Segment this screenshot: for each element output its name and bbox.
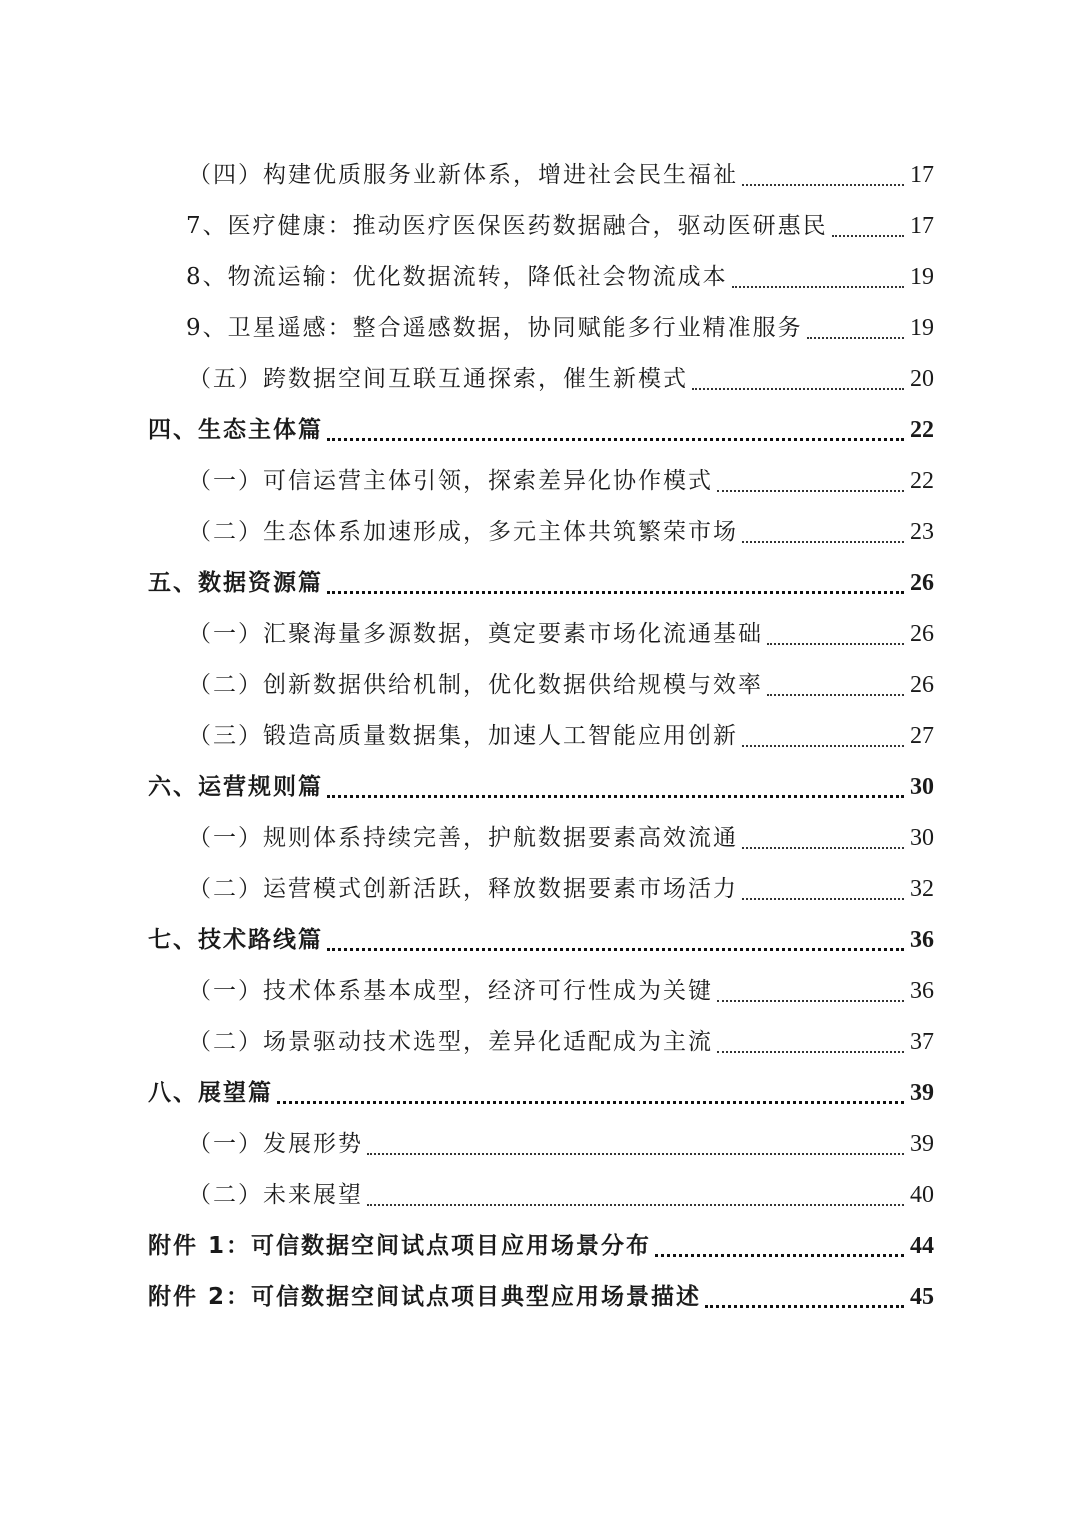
toc-page-number: 39 bbox=[910, 1131, 934, 1157]
toc-entry-label: 9、卫星遥感：整合遥感数据，协同赋能多行业精准服务 bbox=[186, 315, 803, 341]
toc-entry[interactable] bbox=[148, 252, 934, 303]
toc-entry-label: （二）场景驱动技术选型，差异化适配成为主流 bbox=[188, 1029, 713, 1055]
toc-page-number: 45 bbox=[910, 1284, 934, 1310]
toc-page-number: 40 bbox=[910, 1182, 934, 1208]
toc-page-number: 37 bbox=[910, 1029, 934, 1055]
table-of-contents bbox=[148, 150, 934, 1323]
toc-entry-label: （二）生态体系加速形成，多元主体共筑繁荣市场 bbox=[188, 519, 738, 545]
toc-entry[interactable] bbox=[148, 660, 934, 711]
toc-page-number: 30 bbox=[910, 825, 934, 851]
toc-entry[interactable] bbox=[148, 1170, 934, 1221]
toc-page-number: 44 bbox=[910, 1233, 934, 1259]
toc-page-number: 26 bbox=[910, 672, 934, 698]
toc-entry-label: 附件 2：可信数据空间试点项目典型应用场景描述 bbox=[148, 1284, 702, 1310]
toc-entry[interactable] bbox=[148, 966, 934, 1017]
toc-entry[interactable] bbox=[148, 1119, 934, 1170]
toc-entry-label: （二）未来展望 bbox=[188, 1182, 363, 1208]
toc-page-number: 20 bbox=[910, 366, 934, 392]
toc-entry-label: （二）创新数据供给机制，优化数据供给规模与效率 bbox=[188, 672, 763, 698]
toc-leader-dots bbox=[742, 540, 904, 543]
toc-page-number: 22 bbox=[910, 468, 934, 494]
toc-page-number: 19 bbox=[910, 315, 934, 341]
toc-entry-label: （二）运营模式创新活跃，释放数据要素市场活力 bbox=[188, 876, 738, 902]
toc-leader-dots bbox=[742, 744, 904, 747]
toc-leader-dots bbox=[367, 1203, 904, 1206]
toc-entry-label: 四、生态主体篇 bbox=[148, 417, 323, 443]
toc-leader-dots bbox=[367, 1152, 904, 1155]
toc-leader-dots bbox=[327, 590, 904, 594]
toc-leader-dots bbox=[742, 846, 904, 849]
toc-page-number: 19 bbox=[910, 264, 934, 290]
toc-page-number: 27 bbox=[910, 723, 934, 749]
toc-entry-label: （一）发展形势 bbox=[188, 1131, 363, 1157]
toc-chapter-entry[interactable] bbox=[148, 1068, 934, 1119]
toc-page-number: 17 bbox=[910, 162, 934, 188]
toc-entry[interactable] bbox=[148, 354, 934, 405]
toc-page-number: 17 bbox=[910, 213, 934, 239]
toc-leader-dots bbox=[807, 336, 904, 339]
toc-entry[interactable] bbox=[148, 609, 934, 660]
toc-leader-dots bbox=[742, 897, 904, 900]
toc-leader-dots bbox=[832, 234, 904, 237]
toc-leader-dots bbox=[717, 1050, 904, 1053]
toc-entry-label: （四）构建优质服务业新体系，增进社会民生福祉 bbox=[188, 162, 738, 188]
toc-page-number: 23 bbox=[910, 519, 934, 545]
toc-leader-dots bbox=[327, 794, 904, 798]
toc-page-number: 32 bbox=[910, 876, 934, 902]
toc-entry-label: 六、运营规则篇 bbox=[148, 774, 323, 800]
toc-entry-label: 附件 1：可信数据空间试点项目应用场景分布 bbox=[148, 1233, 652, 1259]
toc-leader-dots bbox=[327, 437, 904, 441]
toc-entry-label: （三）锻造高质量数据集，加速人工智能应用创新 bbox=[188, 723, 738, 749]
toc-entry[interactable] bbox=[148, 507, 934, 558]
toc-leader-dots bbox=[655, 1253, 904, 1257]
toc-page-number: 26 bbox=[910, 570, 934, 596]
toc-leader-dots bbox=[732, 285, 904, 288]
toc-leader-dots bbox=[742, 183, 904, 186]
toc-chapter-entry[interactable] bbox=[148, 558, 934, 609]
toc-leader-dots bbox=[717, 999, 904, 1002]
toc-page-number: 26 bbox=[910, 621, 934, 647]
toc-chapter-entry[interactable] bbox=[148, 405, 934, 456]
toc-entry[interactable] bbox=[148, 150, 934, 201]
toc-entry-label: 五、数据资源篇 bbox=[148, 570, 323, 596]
toc-leader-dots bbox=[327, 947, 904, 951]
toc-entry-label: 8、物流运输：优化数据流转，降低社会物流成本 bbox=[186, 264, 728, 290]
toc-entry[interactable] bbox=[148, 813, 934, 864]
toc-leader-dots bbox=[767, 693, 904, 696]
toc-entry[interactable] bbox=[148, 456, 934, 507]
toc-entry-label: 7、医疗健康：推动医疗医保医药数据融合，驱动医研惠民 bbox=[186, 213, 828, 239]
toc-entry-label: （一）汇聚海量多源数据，奠定要素市场化流通基础 bbox=[188, 621, 763, 647]
toc-entry[interactable] bbox=[148, 1017, 934, 1068]
toc-entry-label: 八、展望篇 bbox=[148, 1080, 273, 1106]
toc-leader-dots bbox=[705, 1304, 904, 1308]
toc-page-number: 39 bbox=[910, 1080, 934, 1106]
toc-chapter-entry[interactable] bbox=[148, 915, 934, 966]
toc-entry-label: （一）技术体系基本成型，经济可行性成为关键 bbox=[188, 978, 713, 1004]
toc-entry-label: （五）跨数据空间互联互通探索，催生新模式 bbox=[188, 366, 688, 392]
toc-appendix-entry[interactable] bbox=[148, 1221, 934, 1272]
toc-leader-dots bbox=[277, 1100, 904, 1104]
toc-entry[interactable] bbox=[148, 711, 934, 762]
toc-leader-dots bbox=[717, 489, 904, 492]
toc-leader-dots bbox=[692, 387, 904, 390]
toc-page-number: 22 bbox=[910, 417, 934, 443]
toc-appendix-entry[interactable] bbox=[148, 1272, 934, 1323]
toc-chapter-entry[interactable] bbox=[148, 762, 934, 813]
toc-entry-label: 七、技术路线篇 bbox=[148, 927, 323, 953]
toc-entry-label: （一）规则体系持续完善，护航数据要素高效流通 bbox=[188, 825, 738, 851]
toc-entry-label: （一）可信运营主体引领，探索差异化协作模式 bbox=[188, 468, 713, 494]
toc-page-number: 30 bbox=[910, 774, 934, 800]
toc-leader-dots bbox=[767, 642, 904, 645]
toc-page-number: 36 bbox=[910, 927, 934, 953]
toc-entry[interactable] bbox=[148, 201, 934, 252]
toc-entry[interactable] bbox=[148, 303, 934, 354]
toc-entry[interactable] bbox=[148, 864, 934, 915]
toc-page-number: 36 bbox=[910, 978, 934, 1004]
